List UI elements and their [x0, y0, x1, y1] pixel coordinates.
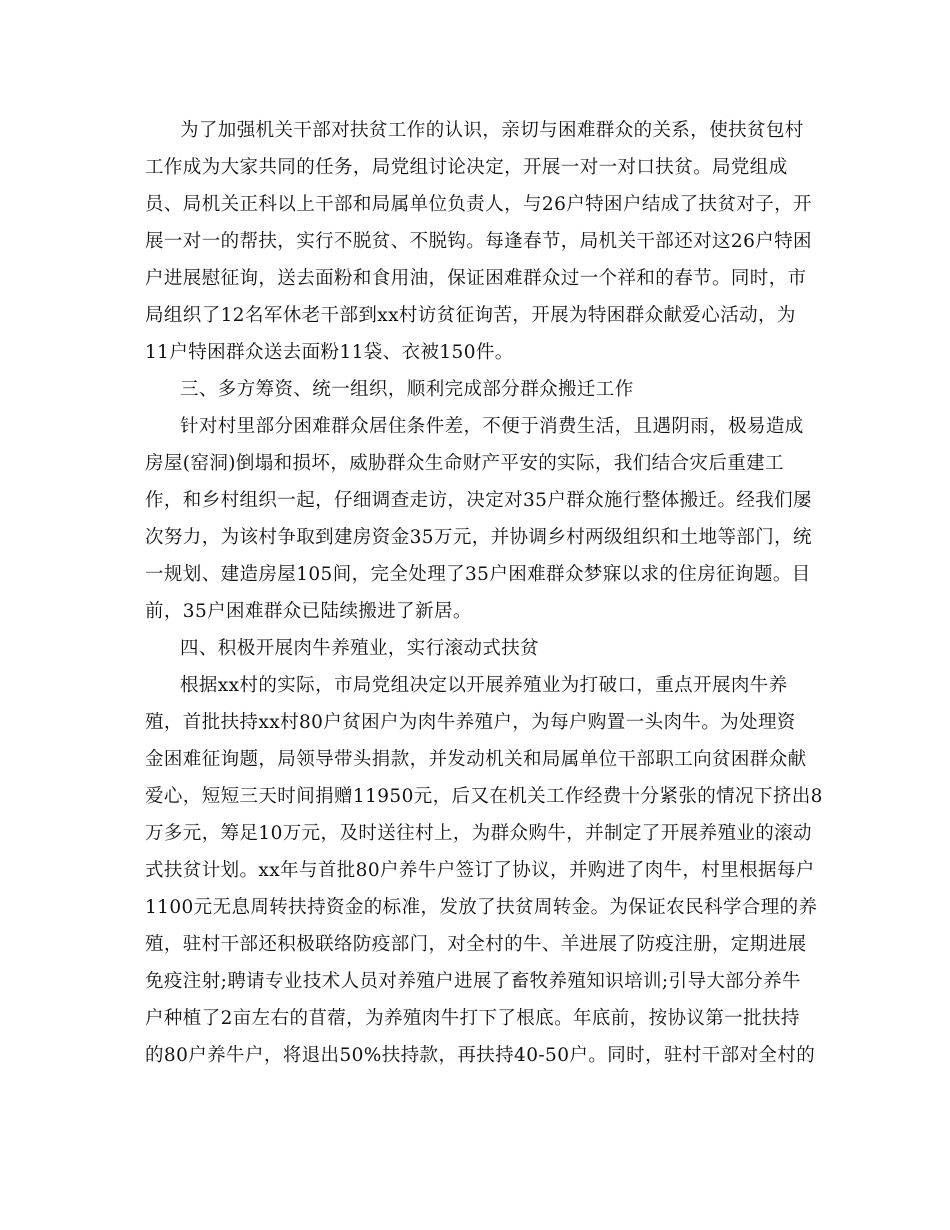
paragraph-line: 免疫注射;聘请专业技术人员对养殖户进展了畜牧养殖知识培训;引导大部分养牛: [145, 971, 801, 992]
paragraph-line: 户种植了2亩左右的苜蓿，为养殖肉牛打下了根底。年底前，按协议第一批扶持: [145, 1008, 800, 1029]
paragraph-line: 金困难征询题，局领导带头捐款，并发动机关和局属单位干部职工向贫困群众献: [145, 749, 807, 770]
paragraph-line: 员、局机关正科以上干部和局属单位负责人，与26户特困户结成了扶贫对子，开: [145, 194, 812, 215]
paragraph-line: 房屋(窑洞)倒塌和损坏，威胁群众生命财产平安的实际，我们结合灾后重建工: [145, 453, 784, 474]
paragraph-line: 11户特困群众送去面粉11袋、衣被150件。: [145, 342, 514, 363]
paragraph-line: 爱心，短短三天时间捐赠11950元，后又在机关工作经费十分紧张的情况下挤出8: [145, 786, 823, 807]
paragraph-line: 的80户养牛户，将退出50%扶持款，再扶持40-50户。同时，驻村干部对全村的: [145, 1045, 816, 1066]
paragraph-line: 展一对一的帮扶，实行不脱贫、不脱钩。每逢春节，局机关干部还对这26户特困: [145, 231, 812, 252]
paragraph-line: 针对村里部分困难群众居住条件差，不便于消费生活，且遇阴雨，极易造成: [180, 416, 804, 437]
paragraph-line: 一规划、建造房屋105间，完全处理了35户困难群众梦寐以求的住房征询题。目: [145, 564, 811, 585]
paragraph-line: 为了加强机关干部对扶贫工作的认识，亲切与困难群众的关系，使扶贫包村: [180, 120, 804, 141]
paragraph-line: 式扶贫计划。xx年与首批80户养牛户签订了协议，并购进了肉牛，村里根据每户: [145, 860, 815, 881]
paragraph-line: 作，和乡村组织一起，仔细调查走访，决定对35户群众施行整体搬迁。经我们屡: [145, 490, 812, 511]
paragraph-line: 万多元，筹足10万元，及时送往村上，为群众购牛，并制定了开展养殖业的滚动: [145, 823, 812, 844]
paragraph-line: 前，35户困难群众已陆续搬进了新居。: [145, 601, 472, 622]
paragraph-line: 户进展慰征询，送去面粉和食用油，保证困难群众过一个祥和的春节。同时，市: [145, 268, 807, 289]
paragraph-line: 殖，首批扶持xx村80户贫困户为肉牛养殖户，为每户购置一头肉牛。为处理资: [145, 712, 796, 733]
paragraph-line: 次努力，为该村争取到建房资金35万元，并协调乡村两级组织和土地等部门，统: [145, 527, 812, 548]
paragraph-line: 殖，驻村干部还积极联络防疫部门，对全村的牛、羊进展了防疫注册，定期进展: [145, 934, 807, 955]
section-heading: 三、多方筹资、统一组织，顺利完成部分群众搬迁工作: [180, 379, 634, 400]
paragraph-line: 工作成为大家共同的任务，局党组讨论决定，开展一对一对口扶贫。局党组成: [145, 157, 788, 178]
paragraph-line: 根据xx村的实际，市局党组决定以开展养殖业为打破口，重点开展肉牛养: [180, 675, 788, 696]
paragraph-line: 局组织了12名军休老干部到xx村访贫征询苦，开展为特困群众献爱心活动，为: [145, 305, 796, 326]
section-heading: 四、积极开展肉牛养殖业，实行滚动式扶贫: [180, 638, 540, 659]
paragraph-line: 1100元无息周转扶持资金的标准，发放了扶贫周转金。为保证农民科学合理的养: [145, 897, 818, 918]
